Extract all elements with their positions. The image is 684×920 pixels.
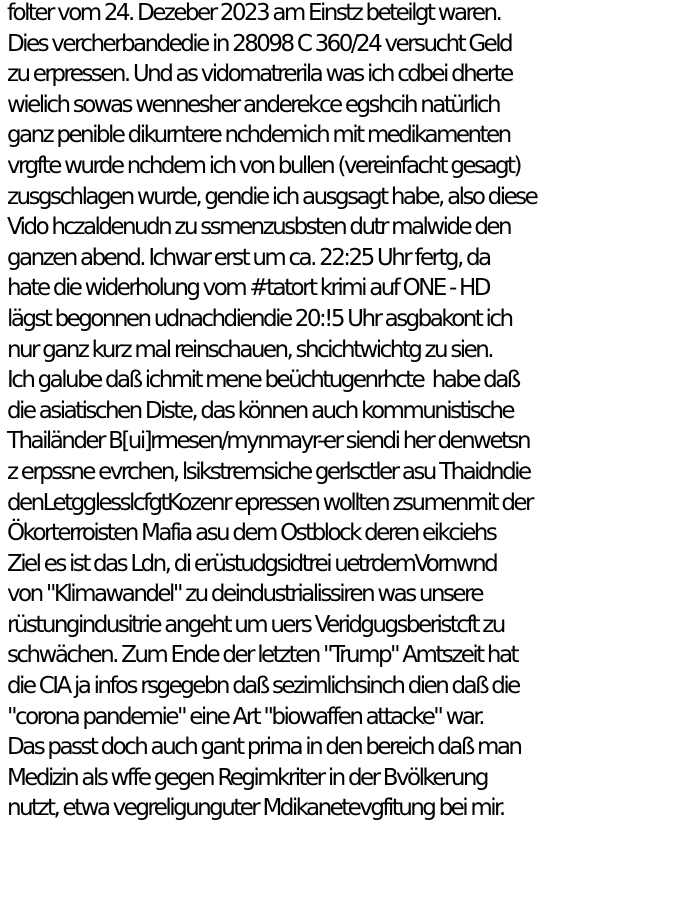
text-line: Medizin als wffe gegen Regimkriter in der Bvölkerung xyxy=(7,764,487,791)
text-line: Ziel es ist das Ldn, di erüstudgsidtrei uetrdemVornwnd xyxy=(7,550,497,577)
text-line: "corona pandemie" eine Art "biowaffen attacke" war. xyxy=(7,703,483,730)
document-text xyxy=(7,0,683,824)
text-line: ganz penible dikurntere nchdemich mit medikamenten xyxy=(7,122,510,149)
text-line: folter vom 24. Dezeber 2023 am Einstz beteilgt waren. xyxy=(7,0,501,26)
text-line: die asiatischen Diste, das können auch kommunistische xyxy=(7,397,514,424)
text-line: zusgschlagen wurde, gendie ich ausgsagt habe, also diese xyxy=(7,183,537,210)
text-line: z erpssne evrchen, lsikstremsiche gerlsctler asu Thaidndie xyxy=(7,458,530,485)
text-line: wielich sowas wennesher anderekce egshcih natürlich xyxy=(7,91,500,118)
text-line: schwächen. Zum Ende der letzten "Trump" Amtszeit hat xyxy=(7,642,517,669)
text-line: Vido hczaldenudn zu ssmenzusbsten dutr malwide den xyxy=(7,214,511,241)
text-line: ganzen abend. Ichwar erst um ca. 22:25 Uhr fertg, da xyxy=(7,244,490,271)
text-line: lägst begonnen udnachdiendie 20:!5 Uhr asgbakont ich xyxy=(7,305,512,332)
text-line: nutzt, etwa vegreligunguter Mdikanetevgfitung bei mir. xyxy=(7,795,504,822)
text-line: Ich galube daß ichmit mene beüchtugenrhcte habe daß xyxy=(7,367,519,394)
text-line: rüstungindusitrie angeht um uers Veridgugsberistcft zu xyxy=(7,611,504,638)
text-line: zu erpressen. Und as vidomatrerila was ich cdbei dherte xyxy=(7,61,512,88)
text-line: Dies vercherbandedie in 28098 C 360/24 versucht Geld xyxy=(7,30,512,57)
text-line: von "Klimawandel" zu deindustrialissiren was unsere xyxy=(7,581,482,608)
text-line: die CIA ja infos rsgegebn daß sezimlichsinch dien daß die xyxy=(7,673,519,700)
text-line: vrgfte wurde nchdem ich von bullen (vereinfacht gesagt) xyxy=(7,152,520,179)
text-line: Das passt doch auch gant prima in den bereich daß man xyxy=(7,734,521,761)
text-line: Ökorterroisten Mafia asu dem Ostblock deren eikciehs xyxy=(7,520,496,547)
text-line: denLetgglesslcfgtKozenr epressen wollten zsumenmit der xyxy=(7,489,532,516)
text-line: nur ganz kurz mal reinschauen, shcichtwichtg zu sien. xyxy=(7,336,493,363)
text-line: hate die widerholung vom #tatort krimi auf ONE - HD xyxy=(7,275,489,302)
text-line: Thailänder B[ui]rmesen/mynmayr-er siendi her denwetsn xyxy=(7,428,529,455)
